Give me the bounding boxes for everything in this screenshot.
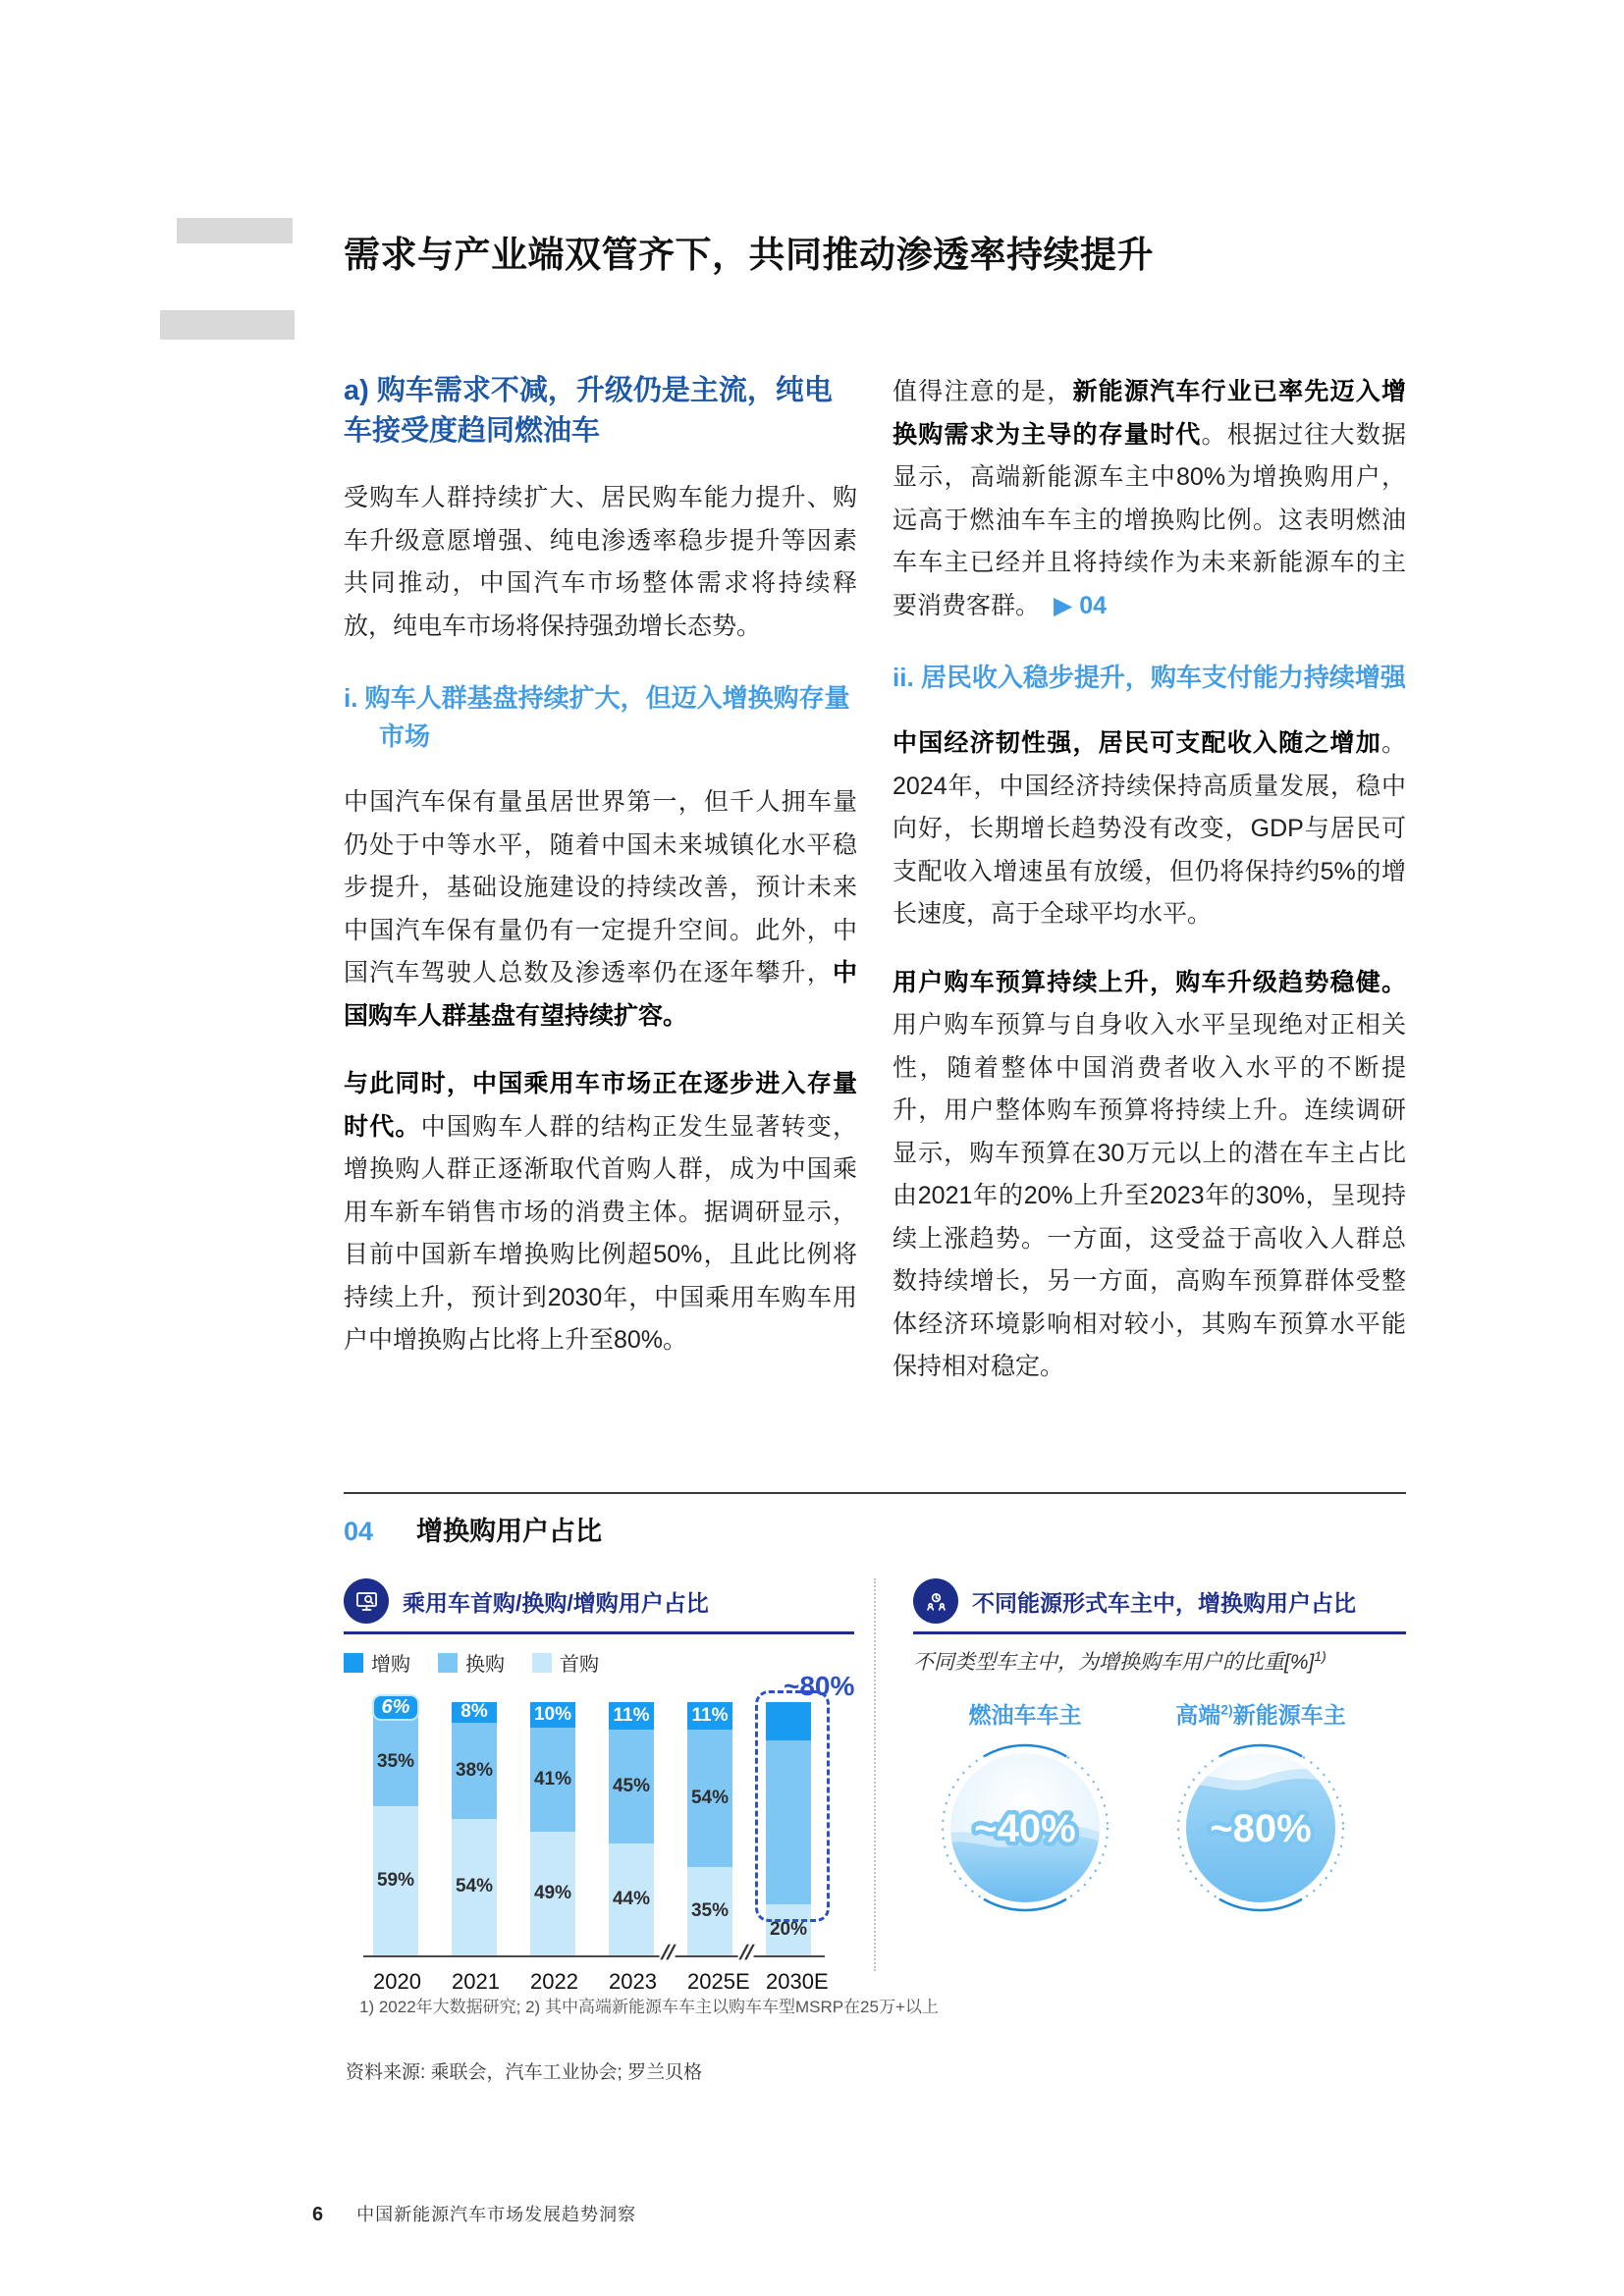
legend-label-replace: 换购 bbox=[465, 1654, 505, 1676]
value-label: 35% bbox=[376, 1750, 415, 1772]
legend-swatch-first bbox=[532, 1653, 552, 1673]
heading-i: i. 购车人群基盘持续扩大，但迈入增换购存量市场 bbox=[344, 683, 850, 751]
gauge-panel bbox=[913, 1578, 1406, 1921]
heading-a: a) 购车需求不减，升级仍是主流，纯电车接受度趋同燃油车 bbox=[344, 375, 833, 447]
exhibit-title: 增换购用户占比 bbox=[416, 1517, 603, 1546]
x-axis-line bbox=[363, 1955, 825, 1957]
bar-2021-segment-add bbox=[452, 1702, 497, 1723]
paragraph-5-bold: 中国经济韧性强，居民可支配收入随之增加 bbox=[893, 729, 1381, 757]
exhibit-divider bbox=[344, 1492, 1406, 1494]
bar-2025e bbox=[687, 1702, 732, 1955]
gauge-subtitle bbox=[913, 1646, 1406, 1676]
gauge-value-nev: ~80% bbox=[1210, 1807, 1312, 1850]
legend-label-add: 增购 bbox=[371, 1654, 410, 1676]
value-label: 8% bbox=[460, 1701, 488, 1723]
bar-chart-area bbox=[344, 1671, 855, 2006]
paragraph-2 bbox=[344, 781, 857, 1038]
paragraph-5 bbox=[893, 722, 1406, 936]
value-label: 41% bbox=[533, 1768, 572, 1789]
legend-swatch-replace bbox=[438, 1653, 458, 1673]
decor-bar-top bbox=[177, 218, 293, 243]
chart-panels bbox=[344, 1578, 1406, 1994]
x-label: 2021 bbox=[452, 1969, 500, 1994]
exhibit-footnote: 1) 2022年大数据研究; 2) 其中高端新能源车车主以购车车型MSRP在25万+以上 bbox=[359, 1998, 939, 2016]
bar-2023 bbox=[609, 1702, 654, 1955]
bar-2025e-segment-first bbox=[687, 1867, 732, 1955]
bar-2021-segment-first bbox=[452, 1819, 497, 1955]
paragraph-4 bbox=[893, 371, 1406, 627]
value-label: 6% bbox=[372, 1694, 420, 1721]
bar-2020 bbox=[373, 1696, 418, 1955]
bar-2022 bbox=[530, 1702, 575, 1955]
bar-2021-segment-replace bbox=[452, 1723, 497, 1819]
exhibit-number: 04 bbox=[344, 1517, 374, 1546]
bar-2020-segment-first bbox=[373, 1806, 418, 1955]
x-label: 2023 bbox=[609, 1969, 657, 1994]
axis-break-icon: // bbox=[736, 1942, 755, 1965]
gauge-nev-owners bbox=[1163, 1697, 1359, 1921]
bar-2021 bbox=[452, 1702, 497, 1955]
gauge-panel-title: 不同能源形式车主中，增换购用户占比 bbox=[972, 1589, 1356, 1616]
value-label: 44% bbox=[612, 1889, 651, 1910]
bar-2023-segment-add bbox=[609, 1702, 654, 1730]
highlight-box-2030e bbox=[755, 1690, 830, 1922]
bar-2020-segment-add bbox=[373, 1696, 418, 1719]
x-axis-labels bbox=[373, 1969, 829, 1995]
bar-chart-title: 乘用车首购/换购/增购用户占比 bbox=[403, 1589, 709, 1616]
page-title: 需求与产业端双管齐下，共同推动渗透率持续提升 bbox=[344, 234, 1154, 275]
water-gauge-40 bbox=[937, 1739, 1113, 1916]
paragraph-1: 受购车人群持续扩大、居民购车能力提升、购车升级意愿增强、纯电渗透率稳步提升等因素共同推动，中国汽车市场整体需求将持续释放，纯电车市场将保持强劲增长态势。 bbox=[344, 484, 857, 640]
bar-2020-segment-replace bbox=[373, 1717, 418, 1805]
paragraph-3 bbox=[344, 1063, 857, 1362]
annotation-80-percent: ~80% bbox=[784, 1671, 855, 1701]
source-line: 资料来源: 乘联会，汽车工业协会; 罗兰贝格 bbox=[346, 2062, 703, 2083]
footer-page-number: 6 bbox=[312, 2204, 324, 2225]
exhibit-ref-04: ▶ 04 bbox=[1054, 591, 1107, 619]
value-label: 20% bbox=[769, 1919, 808, 1941]
bar-chart-header bbox=[344, 1578, 854, 1634]
legend-item-first bbox=[532, 1648, 599, 1677]
value-label: 49% bbox=[533, 1882, 572, 1903]
paragraph-4-pre: 值得注意的是， bbox=[893, 378, 1073, 405]
bar-2025e-segment-replace bbox=[687, 1730, 732, 1866]
gauge-label-nev-text: 高端 bbox=[1175, 1702, 1221, 1728]
gauge-fuel-owners bbox=[927, 1697, 1123, 1921]
legend-item-add bbox=[344, 1648, 410, 1677]
water-gauge-80 bbox=[1172, 1739, 1349, 1916]
gauge-panel-header bbox=[913, 1578, 1406, 1634]
value-label: 38% bbox=[455, 1759, 494, 1781]
page-footer bbox=[312, 2201, 636, 2226]
gauge-subtitle-text: 不同类型车主中，为增换购车用户的比重[%] bbox=[913, 1651, 1315, 1674]
bar-2022-segment-add bbox=[530, 1702, 575, 1728]
gauge-label-nev-sup: 2) bbox=[1220, 1701, 1233, 1718]
bar-chart-legend bbox=[344, 1648, 854, 1677]
legend-swatch-add bbox=[344, 1653, 363, 1673]
axis-break-icon: // bbox=[658, 1942, 677, 1965]
value-label: 11% bbox=[691, 1705, 729, 1727]
value-label: 54% bbox=[455, 1876, 494, 1897]
gauge-value-fuel: ~40% bbox=[974, 1807, 1076, 1850]
paragraph-2-normal: 中国汽车保有量虽居世界第一，但千人拥车量仍处于中等水平，随着中国未来城镇化水平稳步提升，基础设施建设的持续改善，预计未来中国汽车保有量仍有一定提升空间。此外，中国汽车驾驶人总数及渗透率仍在逐年攀升， bbox=[344, 788, 857, 987]
bar-2023-segment-first bbox=[609, 1843, 654, 1955]
value-label: 10% bbox=[533, 1703, 572, 1725]
chart-search-icon bbox=[344, 1578, 389, 1624]
decor-bar-bottom bbox=[160, 310, 295, 340]
paragraph-3-normal: 中国购车人群的结构正发生显著转变，增换购人群正逐渐取代首购人群，成为中国乘用车新车销售市场的消费主体。据调研显示，目前中国新车增换购比例超50%，且此比例将持续上升，预计到2030年，中国乘用车购车用户中增换购占比将上升至80%。 bbox=[344, 1112, 857, 1354]
car-owners-icon bbox=[913, 1578, 958, 1624]
legend-item-replace bbox=[438, 1648, 505, 1677]
paragraph-4-bold: 新能源汽车行业已率先迈入增换购需求为主导的存量时代 bbox=[893, 378, 1406, 449]
gauge-label-nev bbox=[1163, 1697, 1359, 1730]
paragraph-5-normal: 。2024年，中国经济持续保持高质量发展，稳中向好，长期增长趋势没有改变，GDP与居民可支配收入增速虽有放缓，但仍将保持约5%的增长速度，高于全球平均水平。 bbox=[893, 729, 1406, 928]
column-right bbox=[893, 371, 1406, 1415]
value-label: 35% bbox=[690, 1899, 730, 1921]
paragraph-2-bold: 中国购车人群基盘有望持续扩容。 bbox=[344, 959, 857, 1030]
value-label: 45% bbox=[612, 1776, 651, 1797]
bar-2025e-segment-add bbox=[687, 1702, 732, 1730]
gauge-subtitle-sup: 1) bbox=[1314, 1648, 1326, 1664]
column-left bbox=[344, 371, 857, 1415]
heading-ii: ii. 居民收入稳步提升，购车支付能力持续增强 bbox=[893, 663, 1406, 692]
value-label: 59% bbox=[376, 1869, 415, 1891]
article-columns bbox=[344, 371, 1406, 1415]
exhibit-header bbox=[344, 1510, 602, 1548]
legend-label-first: 首购 bbox=[560, 1654, 599, 1676]
bar-2022-segment-replace bbox=[530, 1728, 575, 1832]
bar-chart-panel bbox=[344, 1578, 854, 2006]
gauge-label-fuel bbox=[927, 1697, 1123, 1730]
x-label: 2022 bbox=[530, 1969, 578, 1994]
paragraph-6 bbox=[893, 962, 1406, 1389]
footer-doc-title: 中国新能源汽车市场发展趋势洞察 bbox=[356, 2205, 637, 2224]
bar-2023-segment-replace bbox=[609, 1730, 654, 1843]
paragraph-3-bold: 与此同时，中国乘用车市场正在逐步进入存量时代。 bbox=[344, 1070, 857, 1141]
gauge-label-nev-post: 新能源车主 bbox=[1232, 1702, 1346, 1728]
bar-2022-segment-first bbox=[530, 1832, 575, 1955]
x-label: 2030E bbox=[766, 1969, 829, 1994]
value-label: 11% bbox=[613, 1705, 650, 1727]
x-label: 2020 bbox=[373, 1969, 421, 1994]
paragraph-6-bold: 用户购车预算持续上升，购车升级趋势稳健。 bbox=[893, 968, 1406, 996]
value-label: 54% bbox=[690, 1788, 730, 1809]
x-label: 2025E bbox=[687, 1969, 750, 1994]
gauge-row bbox=[913, 1697, 1406, 1921]
paragraph-6-normal: 用户购车预算与自身收入水平呈现绝对正相关性，随着整体中国消费者收入水平的不断提升，用户整体购车预算将持续上升。连续调研显示，购车预算在30万元以上的潜在车主占比由2021年的20%上升至2023年的30%，呈现持续上涨趋势。一方面，这受益于高收入人群总数持续增长，另一方面，高购车预算群体受整体经济环境影响相对较小，其购车预算水平能保持相对稳定。 bbox=[893, 1011, 1406, 1380]
gauge-label-fuel-text: 燃油车车主 bbox=[968, 1702, 1082, 1728]
panel-separator bbox=[874, 1578, 876, 1971]
paragraph-4-post: 。根据过往大数据显示，高端新能源车主中80%为增换购用户，远高于燃油车车主的增换购比例。这表明燃油车车主已经并且将持续作为未来新能源车的主要消费客群。 bbox=[893, 420, 1406, 619]
